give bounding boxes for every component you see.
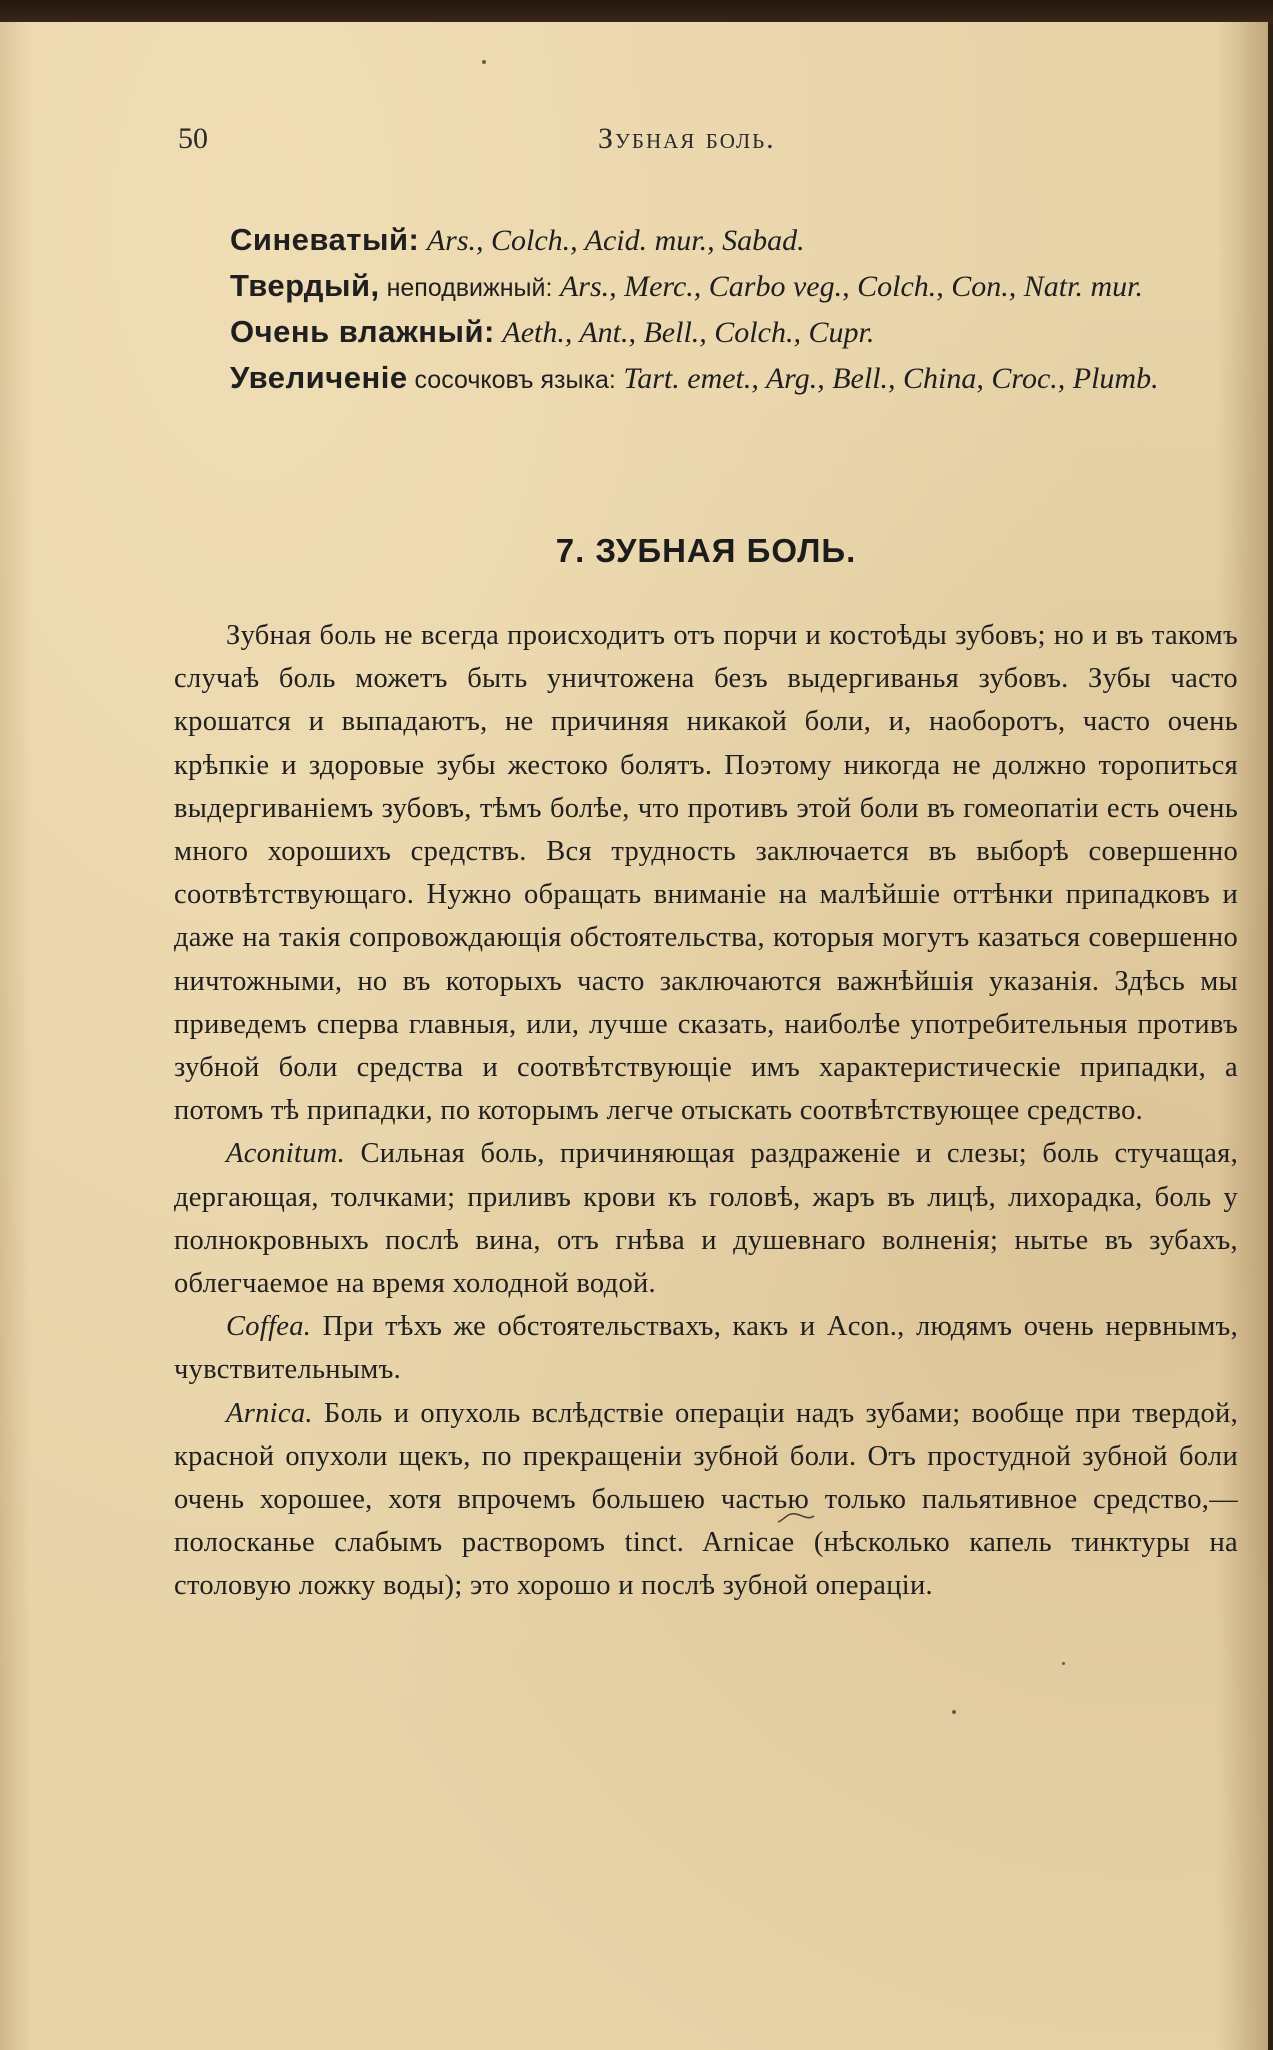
paper-speck — [952, 1710, 956, 1714]
running-title: Зубная боль. — [598, 122, 776, 155]
symptom-qualifier: сосочковъ языка: — [407, 366, 616, 394]
symptom-term: Очень влажный: — [230, 314, 495, 349]
symptom-entries — [174, 218, 1238, 402]
paragraph-text: Зубная боль не всегда происходитъ отъ порчи и костоѣды зубовъ; но и въ такомъ случаѣ боль можетъ быть уничтожена безъ выдергиванья зубовъ. Зубы часто крошатся и выпадаютъ, не причиняя никакой боли, и, наоборотъ, часто очень крѣпкіе и здоровые зубы жестоко болятъ. Поэтому никогда не должно торопиться выдергиваніемъ зубовъ, тѣмъ болѣе, что противъ этой боли въ гомеопатіи есть очень много хорошихъ средствъ. Вся трудность заключается въ выборѣ совершенно соотвѣтствующаго. Нужно обращать вниманіе на малѣйшіе оттѣнки припадковъ и даже на такія сопровождающія обстоятельства, которыя могутъ казаться совершенно ничтожными, но въ которыхъ часто заключаются важнѣйшія указанія. Здѣсь мы приведемъ сперва главныя, или, лучше сказать, наиболѣе употребительныя противъ зубной боли средства и соотвѣтствующіе имъ характеристическіе припадки, а потомъ тѣ припадки, по которымъ легче отыскать соотвѣтствующее средство. — [174, 620, 1238, 1127]
running-head — [178, 122, 1236, 166]
symptom-entry — [174, 310, 1238, 356]
section-heading: 7. ЗУБНАЯ БОЛЬ. — [555, 532, 857, 569]
paragraph-text: При тѣхъ же обстоятельствахъ, какъ и Acon., людямъ очень нервнымъ, чувствительнымъ. — [174, 1311, 1238, 1386]
remedy-list: Aeth., Ant., Bell., Colch., Cupr. — [494, 316, 875, 349]
page-top-edge — [0, 0, 1273, 24]
symptom-entry — [174, 218, 1238, 264]
symptom-term: Увеличеніе — [230, 360, 408, 395]
remedy-list: Tart. emet., Arg., Bell., China, Croc., Plumb. — [615, 362, 1159, 395]
symptom-entry — [174, 264, 1238, 310]
pencil-mark — [776, 1506, 816, 1526]
symptom-term: Твердый, — [230, 268, 380, 303]
paragraph — [174, 1305, 1238, 1391]
paragraph — [174, 614, 1238, 1132]
symptom-term: Синеватый: — [230, 222, 420, 257]
paragraph-lead: Coffea. — [226, 1311, 312, 1343]
symptom-qualifier: неподвижный: — [379, 274, 553, 302]
page-number: 50 — [178, 122, 208, 155]
paragraph-text: Сильная боль, причиняющая раздраженіе и слезы; боль стучащая, дергающая, толчками; приливъ крови къ головѣ, жаръ въ лицѣ, лихорадка, боль у полнокровныхъ послѣ вина, отъ гнѣва и душевнаго волненія; нытье въ зубахъ, облегчаемое на время холодной водой. — [174, 1138, 1238, 1300]
symptom-entry — [174, 356, 1238, 402]
book-page — [0, 22, 1268, 2050]
paragraph — [174, 1392, 1238, 1608]
paragraph — [174, 1132, 1238, 1305]
paragraph-lead: Arnica. — [226, 1397, 313, 1429]
remedy-list: Ars., Merc., Carbo veg., Colch., Con., Natr. mur. — [552, 270, 1143, 303]
paper-speck — [1062, 1662, 1065, 1665]
paragraph-lead: Aconitum. — [226, 1138, 346, 1170]
paper-speck — [482, 60, 486, 64]
paragraph-text: Боль и опухоль вслѣдствіе операціи надъ зубами; вообще при твердой, красной опухоли щекъ, по прекращеніи зубной боли. Отъ простудной зубной боли очень хорошее, хотя впрочемъ большею частью только пальятивное средство,—полосканье слабымъ растворомъ tinct. Arnicae (нѣсколько капель тинктуры на столовую ложку воды); это хорошо и послѣ зубной операціи. — [174, 1397, 1238, 1602]
remedy-list: Ars., Colch., Acid. mur., Sabad. — [419, 224, 805, 257]
body-text — [174, 614, 1238, 1608]
